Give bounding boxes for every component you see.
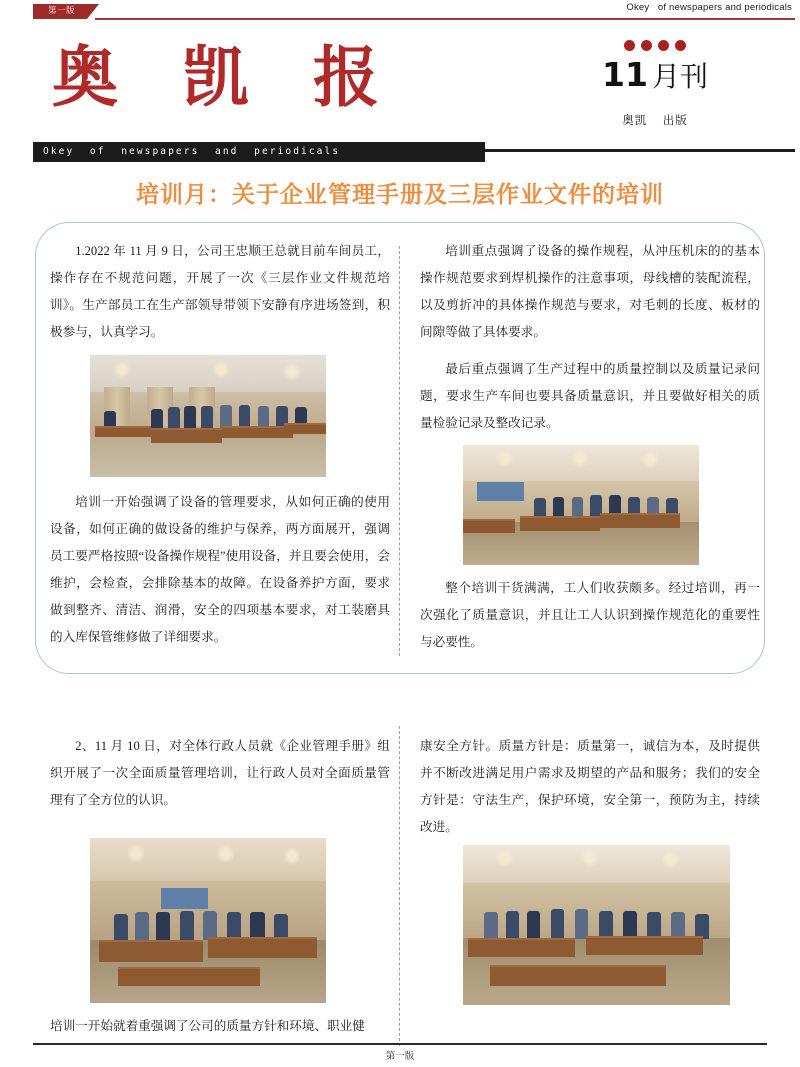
photo-desk xyxy=(118,967,260,987)
photo-attendee xyxy=(534,498,546,517)
photo-attendee xyxy=(572,497,584,517)
photo-attendee xyxy=(551,909,564,939)
photo-chandelier xyxy=(213,360,230,380)
tab-arrow-shape xyxy=(87,4,99,19)
photo-chandelier xyxy=(114,360,131,380)
masthead-band-text: Okey of newspapers and periodicals xyxy=(43,146,341,157)
tab-accent-block xyxy=(33,4,40,19)
section2-left-caption xyxy=(50,1013,400,1040)
photo-attendee xyxy=(201,406,213,428)
training-room-photo-1 xyxy=(90,355,326,477)
masthead xyxy=(0,30,800,160)
training-room-photo-3 xyxy=(90,838,326,1003)
issue-number: 11 xyxy=(602,55,648,94)
paragraph-text: 康安全方针。质量方针是：质量第一，诚信为本，及时提供并不断改进满足用户需求及期望的产品和服务；我们的安全方针是：守法生产，保护环境，安全第一，预防为主，持续改进。 xyxy=(420,739,760,834)
photo-attendee xyxy=(156,912,170,940)
photo-chandelier xyxy=(496,449,513,468)
article-headline: 培训月：关于企业管理手册及三层作业文件的培训 xyxy=(136,182,664,208)
photo-attendee xyxy=(623,911,636,940)
section2-right-paragraph-1 xyxy=(420,733,760,841)
photo-desk xyxy=(222,426,293,438)
photo-chandelier xyxy=(495,848,514,867)
page-tab-first-edition[interactable] xyxy=(33,4,99,19)
photo-desk xyxy=(463,519,515,532)
masthead-band-extension-rule xyxy=(485,149,795,152)
photo-attendee xyxy=(151,409,163,429)
photo-attendee xyxy=(484,912,497,939)
paragraph-text: 培训一开始强调了设备的管理要求，从如何正确的使用设备，如何正确的做设备的维护与保养，两方面展开，强调员工要严格按照“设备操作规程”使用设备，并且要会使用，会维护，会检查，会排除基本的故障。在设备养护方面，要求做到整齐、清洁、润滑，安全的四项基本要求，对工装磨具的入库保管维修做了详细要求。 xyxy=(50,495,390,644)
paragraph-text: 最后重点强调了生产过程中的质量控制以及质量记录问题，要求生产车间也要具备质量意识，并且要做好相关的质量检验记录及整改记录。 xyxy=(420,362,760,430)
page-top-bar xyxy=(0,0,800,26)
section1-left-paragraph-1 xyxy=(50,238,390,346)
photo-desk xyxy=(99,940,203,961)
topbar-running-head: Okey of newspapers and periodicals xyxy=(626,2,792,13)
photo-desk xyxy=(284,423,326,434)
photo-chandelier xyxy=(217,843,234,864)
photo-attendee xyxy=(135,912,149,940)
tab-label: 第一版 xyxy=(40,4,87,19)
decorative-dots xyxy=(540,40,770,51)
photo-attendee xyxy=(506,911,519,940)
photo-attendee xyxy=(168,407,180,428)
photo-chandelier xyxy=(128,843,145,864)
photo-desk xyxy=(520,516,600,532)
photo-attendee xyxy=(553,497,565,517)
photo-chandelier xyxy=(284,362,301,382)
photo-desk xyxy=(208,937,317,958)
dot-icon xyxy=(658,40,669,51)
paragraph-text: 1.2022 年 11 月 9 日，公司王忠顺王总就目前车间员工，操作存在不规范问题，开展了一次《三层作业文件规范培训》。生产部员工在生产部领导带领下安静有序进场签到，积极参与，认真学习。 xyxy=(50,244,390,339)
photo-projection-screen xyxy=(161,888,208,909)
masthead-issue-block xyxy=(540,40,770,128)
photo-desk xyxy=(468,938,575,957)
footer-rule xyxy=(33,1043,767,1045)
dot-icon xyxy=(641,40,652,51)
photo-attendee xyxy=(599,911,612,940)
section1-right-paragraph-3 xyxy=(420,575,760,656)
photo-chandelier xyxy=(284,846,301,866)
photo-desk xyxy=(586,936,703,955)
photo-wall xyxy=(463,883,730,937)
photo-attendee xyxy=(220,405,232,428)
section2-left-paragraph-1 xyxy=(50,733,390,814)
caption-text: 培训一开始就着重强调了公司的质量方针和环境、职业健 xyxy=(50,1019,365,1033)
section1-left-paragraph-2 xyxy=(50,489,390,651)
publisher-label: 奥凯 出版 xyxy=(622,115,688,127)
section2-column-divider xyxy=(399,726,400,1046)
paragraph-text: 整个培训干货满满，工人们收获颇多。经过培训，再一次强化了质量意识，并且让工人认识到操作规范化的重要性与必要性。 xyxy=(420,581,760,649)
newspaper-title: 奥 凯 报 xyxy=(52,42,403,115)
photo-desk xyxy=(151,428,222,443)
issue-line xyxy=(540,55,770,98)
photo-desk xyxy=(600,513,680,527)
dot-icon xyxy=(675,40,686,51)
paragraph-text: 2、11 月 10 日，对全体行政人员就《企业管理手册》组织开展了一次全面质量管理培训，让行政人员对全面质量管理有了全方位的认识。 xyxy=(50,739,390,807)
photo-desk xyxy=(490,965,666,986)
photo-chandelier xyxy=(661,850,680,869)
masthead-black-band xyxy=(33,142,485,162)
training-room-photo-2 xyxy=(463,445,699,565)
photo-attendee xyxy=(114,914,128,940)
photo-chandelier xyxy=(572,449,589,468)
section1-right-paragraph-2 xyxy=(420,356,760,437)
photo-chandelier xyxy=(580,848,599,867)
photo-desk xyxy=(95,426,152,437)
paragraph-text: 培训重点强调了设备的操作规程，从冲压机床的的基本操作规范要求到焊机操作的注意事项，母线槽的装配流程，以及剪折冲的具体操作规范与要求，对毛刺的长度、板材的间隙等做了具体要求。 xyxy=(420,244,760,339)
issue-unit-label: 月刊 xyxy=(651,62,708,93)
section1-right-paragraph-1 xyxy=(420,238,760,346)
photo-attendee xyxy=(527,911,540,940)
section1-column-divider xyxy=(399,246,400,656)
photo-attendee xyxy=(184,406,196,428)
photo-chandelier xyxy=(642,450,659,469)
photo-attendee xyxy=(239,405,251,428)
dot-icon xyxy=(624,40,635,51)
photo-attendee xyxy=(180,911,194,941)
photo-attendee xyxy=(575,909,588,939)
photo-attendee xyxy=(203,911,217,941)
photo-projection-screen xyxy=(477,482,524,501)
footer-page-label: 第一版 xyxy=(385,1052,415,1062)
training-room-photo-4 xyxy=(463,845,730,1005)
topbar-red-rule xyxy=(95,18,795,20)
